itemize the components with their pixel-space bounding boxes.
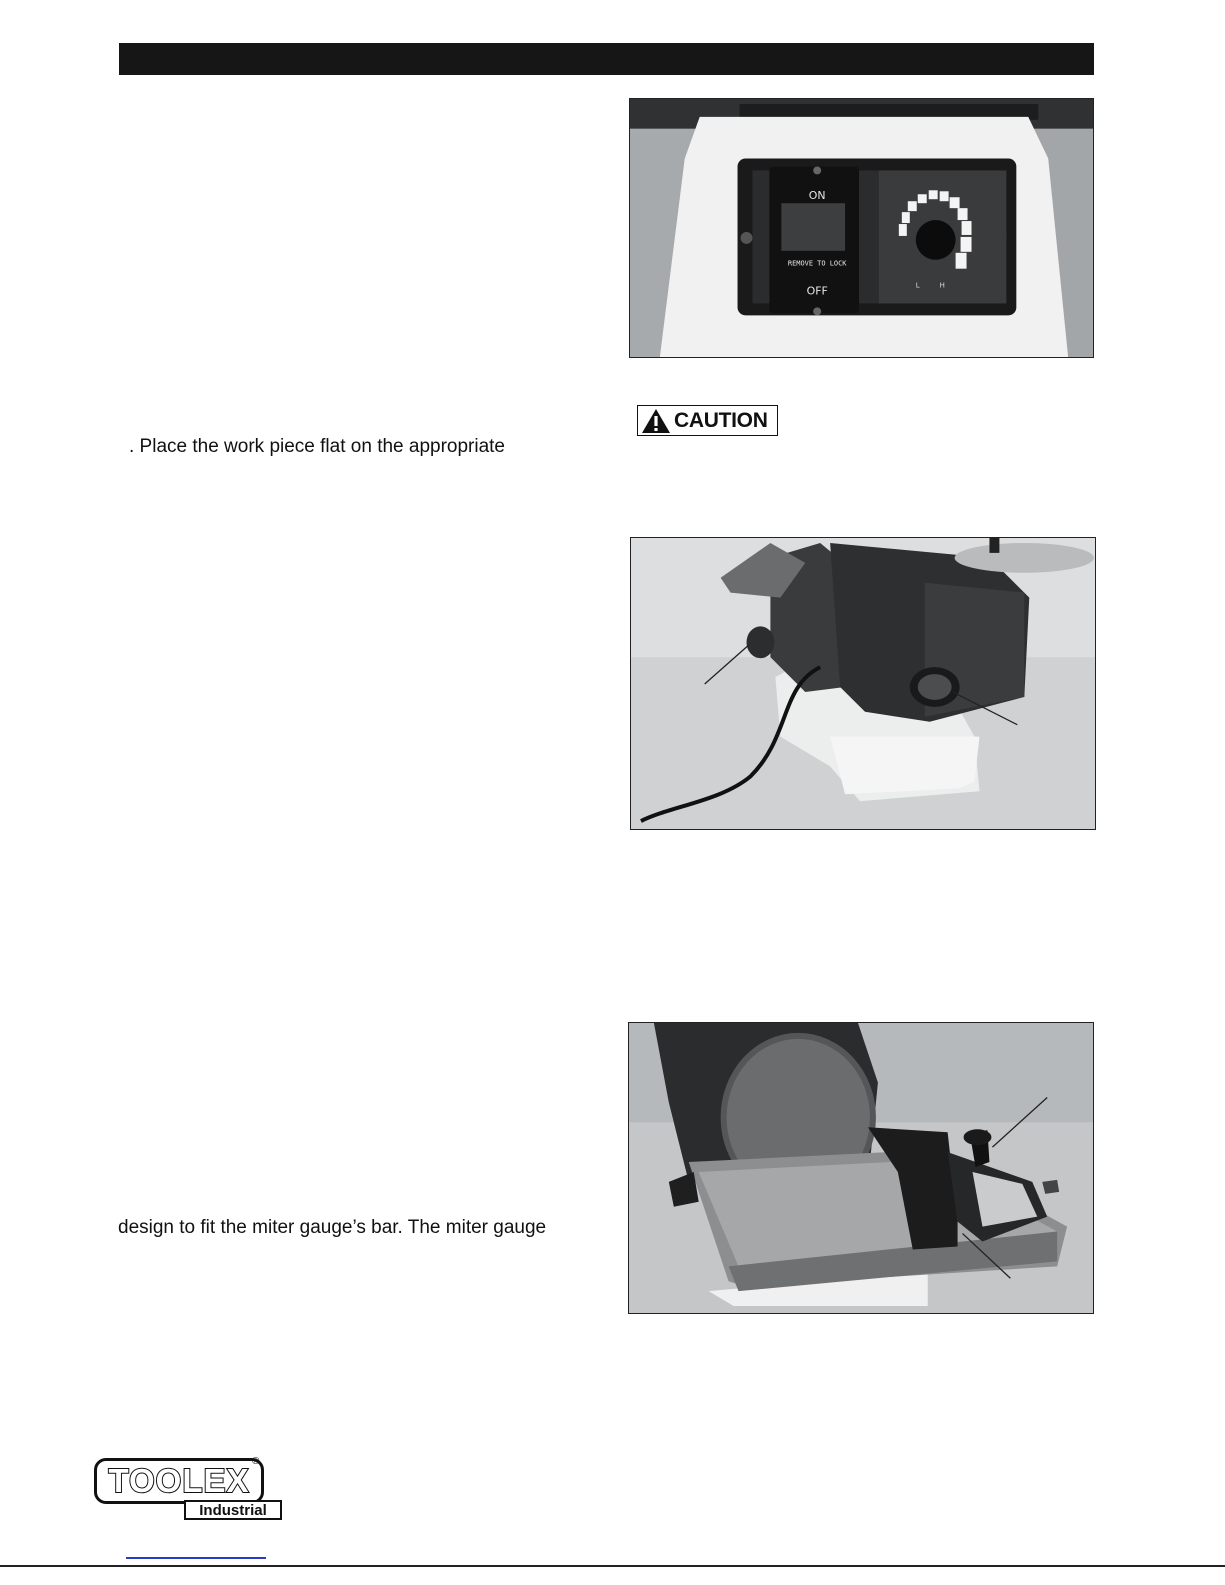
dial-high-label: H — [939, 281, 945, 290]
logo-registered-mark: ® — [252, 1456, 260, 1467]
warning-triangle-icon — [641, 408, 671, 434]
dial-low-label: L — [915, 281, 920, 290]
logo-wordmark-box — [94, 1458, 264, 1504]
body-text-line: design to fit the miter gauge’s bar. The miter gauge — [118, 1217, 547, 1238]
switch-off-label: OFF — [806, 284, 828, 298]
miter-gauge-photo — [628, 1022, 1094, 1314]
footer-link-underline[interactable] — [126, 1557, 266, 1559]
switch-remove-label: REMOVE TO LOCK — [787, 259, 847, 268]
caution-word: CAUTION — [674, 408, 768, 432]
logo-brand-text: TOOLEX — [108, 1462, 250, 1499]
footer-rule — [0, 1565, 1225, 1567]
logo-sub-text: Industrial — [199, 1501, 267, 1519]
logo-sub-box — [184, 1500, 282, 1520]
switch-panel-photo — [629, 98, 1094, 358]
body-text-line: . Place the work piece flat on the appropriate — [129, 436, 506, 457]
section-header-bar — [119, 43, 1094, 75]
caution-label — [637, 405, 778, 436]
switch-on-label: ON — [808, 189, 826, 203]
dust-port-photo — [630, 537, 1096, 830]
toolex-logo — [94, 1458, 284, 1522]
